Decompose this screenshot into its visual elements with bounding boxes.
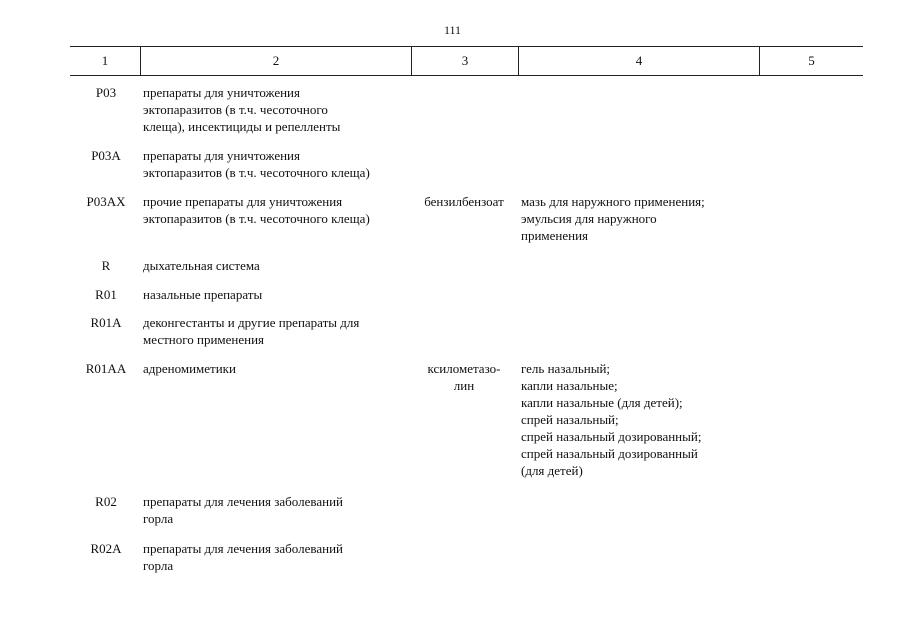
atc-code: R01A: [90, 315, 122, 330]
substance-name-line: ксилометазо-: [427, 361, 501, 376]
atc-code: R02A: [90, 541, 122, 556]
group-name-line: эктопаразитов (в т.ч. чесоточного клеща): [143, 165, 370, 180]
group-name-line: назальные препараты: [143, 287, 263, 302]
group-name-line: прочие препараты для уничтожения: [143, 194, 343, 209]
substance-name-line: бензилбензоат: [424, 194, 504, 209]
dosage-forms-line: эмульсия для наружного: [521, 211, 657, 226]
group-name: [143, 540, 413, 574]
group-name: [143, 493, 413, 527]
substance-name: [414, 193, 514, 210]
group-name-line: адреномиметики: [143, 361, 236, 376]
atc-code: P03A: [91, 148, 121, 163]
group-name: [143, 257, 413, 274]
dosage-forms-line: спрей назальный;: [521, 412, 619, 427]
header-col-5: 5: [808, 53, 815, 68]
group-name: [143, 314, 413, 348]
group-name: [143, 193, 413, 227]
dosage-forms-line: (для детей): [521, 463, 583, 478]
group-name-line: препараты для лечения заболеваний: [143, 494, 343, 509]
table-header: [70, 46, 863, 76]
dosage-forms-line: мазь для наружного применения;: [521, 194, 705, 209]
dosage-forms-line: применения: [521, 228, 589, 243]
atc-code: R: [101, 258, 111, 273]
header-col-4: 4: [635, 53, 643, 68]
group-name-line: препараты для лечения заболеваний: [143, 541, 343, 556]
atc-code: R01: [95, 287, 117, 302]
group-name-line: деконгестанты и другие препараты для: [143, 315, 360, 330]
group-name: [143, 147, 413, 181]
dosage-forms-line: спрей назальный дозированный: [521, 446, 698, 461]
group-name: [143, 286, 413, 303]
dosage-forms: [521, 193, 756, 244]
atc-code: P03: [95, 85, 117, 100]
dosage-forms-line: спрей назальный дозированный;: [521, 429, 702, 444]
substance-name-line: лин: [453, 378, 475, 393]
group-name-line: местного применения: [143, 332, 265, 347]
substance-name: [414, 360, 514, 394]
group-name-line: эктопаразитов (в т.ч. чесоточного клеща): [143, 211, 370, 226]
group-name-line: препараты для уничтожения: [143, 85, 300, 100]
group-name-line: горла: [143, 511, 174, 526]
header-col-1: 1: [101, 53, 109, 68]
dosage-forms-line: гель назальный;: [521, 361, 611, 376]
header-col-2: 2: [272, 53, 280, 68]
dosage-forms: [521, 360, 756, 479]
atc-code: R01AA: [85, 361, 127, 376]
atc-code: R02: [95, 494, 117, 509]
group-name: [143, 84, 413, 135]
dosage-forms-line: капли назальные (для детей);: [521, 395, 683, 410]
group-name-line: дыхательная система: [143, 258, 260, 273]
group-name: [143, 360, 413, 377]
page-number: 111: [443, 23, 462, 37]
dosage-forms-line: капли назальные;: [521, 378, 618, 393]
header-col-3: 3: [461, 53, 469, 68]
group-name-line: препараты для уничтожения: [143, 148, 300, 163]
group-name-line: горла: [143, 558, 174, 573]
atc-code: P03AX: [86, 194, 126, 209]
group-name-line: клеща), инсектициды и репелленты: [143, 119, 341, 134]
group-name-line: эктопаразитов (в т.ч. чесоточного: [143, 102, 328, 117]
